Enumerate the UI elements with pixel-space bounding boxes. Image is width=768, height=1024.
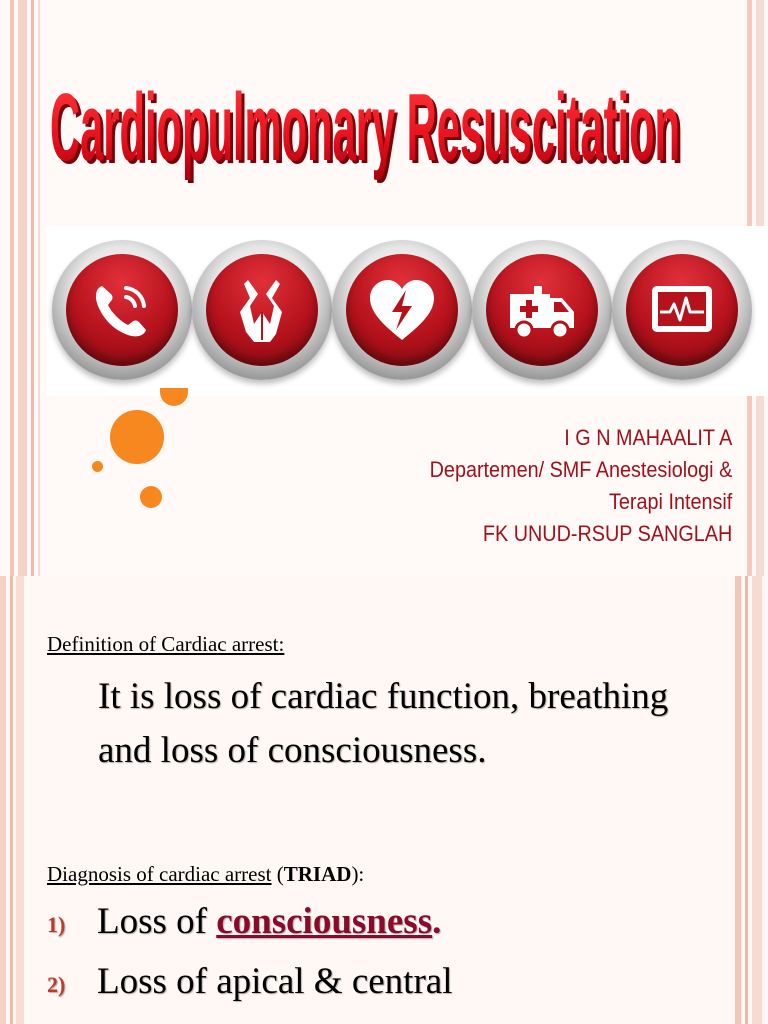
list-number: 2) xyxy=(47,971,66,997)
author-name: I G N MAHAALIT A xyxy=(564,425,732,450)
decor-stripe xyxy=(10,576,13,1024)
list-number: 1) xyxy=(47,911,66,937)
title-shadow: Cardiopulmonary Resuscitation xyxy=(53,77,683,184)
diagnosis-heading-text: Diagnosis of cardiac arrest xyxy=(47,862,272,886)
ambulance-icon xyxy=(504,272,580,348)
decor-stripe xyxy=(752,576,762,1024)
defibrillator-button xyxy=(332,240,472,380)
decor-stripe xyxy=(38,0,40,576)
decor-dot xyxy=(92,461,103,472)
decor-stripe xyxy=(745,576,748,1024)
decor-dot xyxy=(110,410,164,464)
diagnosis-triad: TRIAD xyxy=(283,862,352,886)
heart-monitor-icon xyxy=(644,272,720,348)
decor-stripe xyxy=(735,576,741,1024)
ambulance-button xyxy=(472,240,612,380)
author-block xyxy=(429,422,732,550)
phone-button xyxy=(52,240,192,380)
author-department-2: Terapi Intensif xyxy=(608,489,732,514)
decor-stripe xyxy=(18,0,27,576)
cpr-button xyxy=(192,240,332,380)
definition-heading xyxy=(47,632,284,657)
definition-slide xyxy=(0,576,768,1024)
list-item-text: Loss of xyxy=(97,901,217,942)
icon-banner xyxy=(46,226,768,396)
author-department: Departemen/ SMF Anestesiologi & xyxy=(429,457,732,482)
list-item xyxy=(47,900,441,943)
diagnosis-open: ( xyxy=(271,862,284,886)
list-item xyxy=(47,960,452,1003)
decor-stripe xyxy=(31,0,34,576)
list-item-text: Loss of apical & central xyxy=(97,961,453,1002)
list-item-suffix: . xyxy=(432,901,442,942)
decor-stripe xyxy=(0,576,6,1024)
definition-text: It is loss of cardiac function, breathing and loss of consciousness. xyxy=(98,676,669,771)
definition-heading-text: Definition of Cardiac arrest xyxy=(47,632,279,656)
slide-title xyxy=(50,50,690,200)
decor-dot xyxy=(160,388,188,406)
author-institution: FK UNUD-RSUP SANGLAH xyxy=(482,521,732,546)
decor-stripe xyxy=(16,576,24,1024)
defibrillator-heart-icon xyxy=(364,272,440,348)
diagnosis-heading xyxy=(47,862,364,887)
phone-icon xyxy=(84,272,160,348)
decor-dot xyxy=(140,486,162,508)
highlight-term: consciousness xyxy=(216,901,433,942)
diagnosis-close: ): xyxy=(351,862,365,886)
definition-colon: : xyxy=(278,632,285,656)
title-text: Cardiopulmonary Resuscitation xyxy=(50,74,680,181)
decor-stripe xyxy=(10,0,14,576)
monitor-button xyxy=(612,240,752,380)
hands-cpr-icon xyxy=(224,272,300,348)
